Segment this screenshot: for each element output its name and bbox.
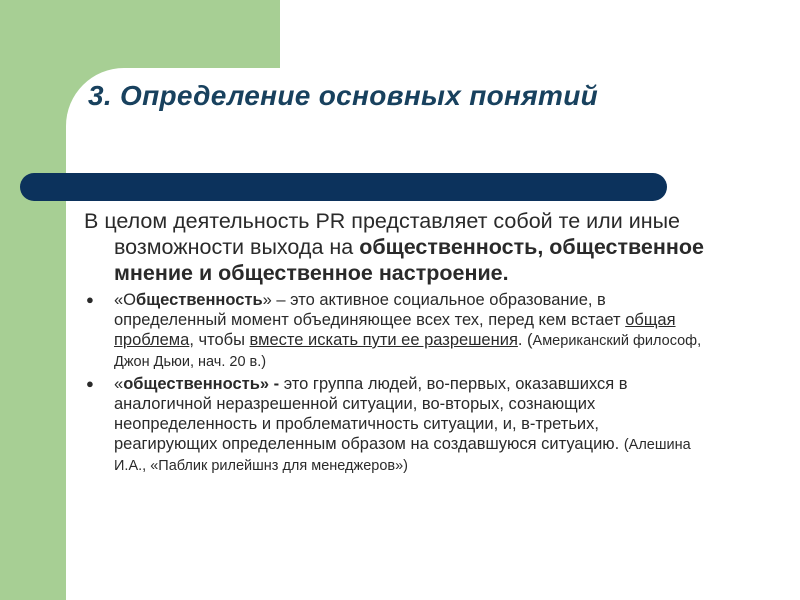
definition-source: Американский философ, Джон Дьюи, нач. 20 в.) bbox=[114, 333, 702, 370]
intro-lead: В целом деятельность PR представляет собой те или иные возможности выхода на bbox=[84, 209, 681, 259]
definition-text: « bbox=[114, 375, 124, 393]
definition-text: » – это активное социальное образование, в определенный момент объединяющее всех тех, перед кем встает bbox=[114, 291, 626, 329]
intro-paragraph bbox=[84, 208, 704, 286]
definition-term: бщественность bbox=[136, 291, 263, 309]
definition-term: общественность» - bbox=[123, 375, 280, 393]
definition-list bbox=[84, 290, 704, 476]
title-divider-bar bbox=[20, 173, 667, 201]
definition-item bbox=[84, 374, 704, 476]
definition-text: «О bbox=[114, 291, 137, 309]
intro-bold-terms: общественность, общественное мнение и общественное настроение. bbox=[114, 235, 704, 285]
underlined-phrase: общая проблема bbox=[114, 311, 676, 349]
definition-text: это группа людей, во-первых, оказавшихся в аналогичной неразрешенной ситуации, во-вторых, сознающих неопределенность и проблематичность ситуации, и, в-третьих, реагирующих определенным образом на создавшуюся ситуацию. bbox=[114, 375, 628, 453]
slide-body bbox=[84, 208, 704, 478]
slide-title: 3. Определение основных понятий bbox=[88, 80, 599, 111]
underlined-phrase: вместе искать пути ее разрешения bbox=[249, 331, 518, 349]
bullet-dot-icon: ● bbox=[86, 376, 94, 391]
definition-source: (Алешина И.А., «Паблик рилейшнз для менеджеров») bbox=[114, 437, 691, 474]
definition-text: , чтобы bbox=[189, 331, 250, 349]
bullet-dot-icon: ● bbox=[86, 292, 94, 307]
definition-item bbox=[84, 290, 704, 372]
definition-text: . ( bbox=[517, 331, 533, 349]
